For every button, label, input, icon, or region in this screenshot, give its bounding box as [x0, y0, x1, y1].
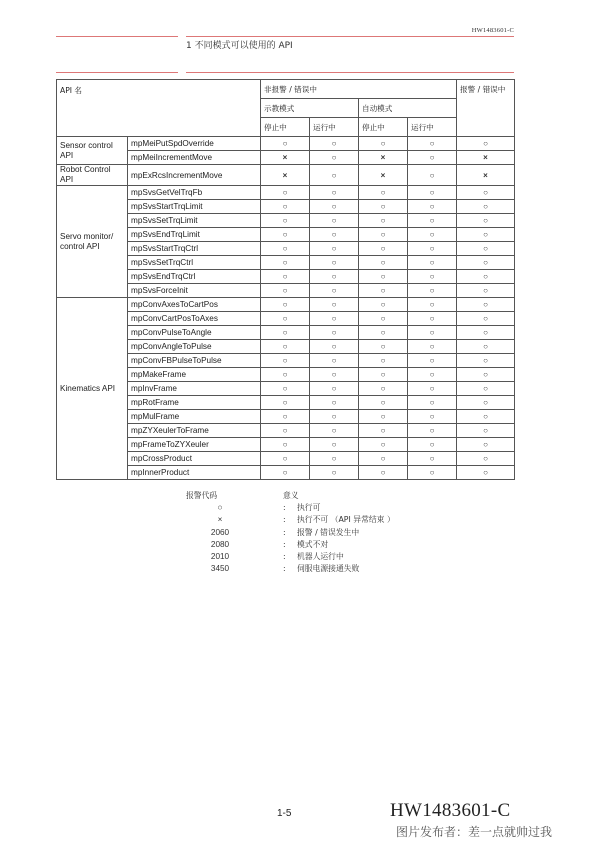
- api-function-name: mpCrossProduct: [128, 452, 261, 466]
- availability-cell: ○: [408, 438, 457, 452]
- legend-colon: :: [283, 503, 286, 513]
- publisher-watermark: 图片发布者：差一点就帅过我: [396, 825, 553, 839]
- availability-cell: ○: [359, 340, 408, 354]
- footer-doc-code: HW1483601-C: [390, 800, 511, 821]
- availability-cell: ○: [408, 151, 457, 165]
- availability-cell: ○: [310, 200, 359, 214]
- availability-cell: ○: [408, 242, 457, 256]
- availability-cell: ○: [261, 312, 310, 326]
- availability-cell: ○: [408, 256, 457, 270]
- availability-cell: ○: [457, 256, 515, 270]
- availability-cell: ○: [359, 256, 408, 270]
- availability-cell: ○: [408, 284, 457, 298]
- availability-cell: ○: [261, 200, 310, 214]
- legend-header: [186, 490, 395, 502]
- header-teach-mode: 示教模式: [261, 99, 359, 118]
- availability-cell: ○: [408, 137, 457, 151]
- availability-cell: ○: [261, 396, 310, 410]
- legend-item: [186, 539, 395, 551]
- availability-cell: ○: [310, 242, 359, 256]
- api-function-name: mpZYXeulerToFrame: [128, 424, 261, 438]
- legend-meaning: 执行可: [297, 503, 321, 513]
- availability-cell: ○: [310, 298, 359, 312]
- availability-cell: ○: [359, 354, 408, 368]
- availability-cell: ○: [310, 438, 359, 452]
- header-auto-stopped: 停止中: [359, 118, 408, 137]
- api-function-name: mpMakeFrame: [128, 368, 261, 382]
- availability-cell: ○: [310, 151, 359, 165]
- availability-cell: ○: [457, 354, 515, 368]
- api-function-name: mpExRcsIncrementMove: [128, 165, 261, 186]
- availability-cell: ○: [261, 270, 310, 284]
- availability-cell: ×: [457, 165, 515, 186]
- availability-cell: ○: [408, 186, 457, 200]
- availability-cell: ○: [457, 186, 515, 200]
- legend-meaning: 执行不可 （API 异常结束 ）: [297, 515, 395, 525]
- api-function-name: mpConvAngleToPulse: [128, 340, 261, 354]
- availability-cell: ○: [359, 396, 408, 410]
- availability-cell: ○: [261, 256, 310, 270]
- availability-cell: ○: [310, 354, 359, 368]
- header-alarm: 报警 / 错误中: [457, 80, 515, 137]
- availability-cell: ○: [457, 270, 515, 284]
- api-category: Servo monitor/ control API: [57, 186, 128, 298]
- header-doc-code: HW1483601-C: [471, 27, 514, 34]
- availability-cell: ○: [310, 214, 359, 228]
- api-function-name: mpConvCartPosToAxes: [128, 312, 261, 326]
- availability-cell: ○: [310, 368, 359, 382]
- section-title: 1 不同模式可以使用的 API: [186, 41, 293, 51]
- availability-cell: ○: [457, 214, 515, 228]
- availability-cell: ○: [359, 186, 408, 200]
- header-non-alarm: 非报警 / 错误中: [261, 80, 457, 99]
- availability-cell: ○: [359, 382, 408, 396]
- api-function-name: mpConvFBPulseToPulse: [128, 354, 261, 368]
- header-teach-stopped: 停止中: [261, 118, 310, 137]
- legend-meaning-wrap: [283, 539, 328, 551]
- availability-cell: ○: [310, 284, 359, 298]
- availability-cell: ○: [359, 326, 408, 340]
- legend-meaning-wrap: [283, 502, 320, 514]
- table-row: [57, 186, 515, 200]
- availability-cell: ○: [310, 312, 359, 326]
- availability-cell: ○: [408, 214, 457, 228]
- api-function-name: mpSvsSetTrqCtrl: [128, 256, 261, 270]
- table-row: [57, 137, 515, 151]
- availability-cell: ○: [359, 284, 408, 298]
- availability-cell: ○: [261, 340, 310, 354]
- availability-cell: ○: [359, 312, 408, 326]
- availability-cell: ○: [457, 452, 515, 466]
- availability-cell: ×: [261, 165, 310, 186]
- availability-cell: ○: [457, 200, 515, 214]
- availability-cell: ○: [310, 137, 359, 151]
- availability-cell: ○: [408, 424, 457, 438]
- api-function-name: mpSvsSetTrqLimit: [128, 214, 261, 228]
- availability-cell: ○: [261, 242, 310, 256]
- legend-header-meaning: 意义: [283, 491, 299, 500]
- api-function-name: mpConvPulseToAngle: [128, 326, 261, 340]
- availability-cell: ○: [359, 298, 408, 312]
- availability-cell: ○: [261, 214, 310, 228]
- header-auto-mode: 自动模式: [359, 99, 457, 118]
- api-function-name: mpMeiPutSpdOverride: [128, 137, 261, 151]
- availability-cell: ○: [457, 410, 515, 424]
- api-function-name: mpInnerProduct: [128, 466, 261, 480]
- legend-colon: :: [283, 515, 286, 525]
- availability-cell: ○: [408, 368, 457, 382]
- availability-cell: ○: [310, 396, 359, 410]
- availability-cell: ○: [457, 340, 515, 354]
- availability-cell: ○: [408, 452, 457, 466]
- legend-item: [186, 563, 395, 575]
- legend-item: [186, 502, 395, 514]
- availability-cell: ○: [310, 270, 359, 284]
- availability-cell: ○: [359, 424, 408, 438]
- section-rule-right: [186, 72, 514, 73]
- api-function-name: mpRotFrame: [128, 396, 261, 410]
- availability-cell: ○: [359, 438, 408, 452]
- availability-cell: ○: [261, 298, 310, 312]
- availability-cell: ○: [310, 424, 359, 438]
- availability-cell: ○: [359, 228, 408, 242]
- availability-cell: ○: [457, 382, 515, 396]
- legend-code: 2080: [210, 539, 230, 549]
- availability-cell: ○: [310, 326, 359, 340]
- availability-cell: ○: [457, 137, 515, 151]
- legend-code: ○: [217, 503, 223, 513]
- availability-cell: ○: [408, 200, 457, 214]
- availability-cell: ○: [408, 326, 457, 340]
- legend-meaning-wrap: [283, 527, 359, 539]
- legend-colon: :: [283, 564, 286, 574]
- legend-code: 2010: [210, 551, 230, 561]
- availability-cell: ○: [359, 270, 408, 284]
- table-row: [57, 298, 515, 312]
- legend-colon: :: [283, 527, 286, 537]
- availability-cell: ○: [310, 452, 359, 466]
- availability-cell: ○: [359, 410, 408, 424]
- api-function-name: mpSvsEndTrqCtrl: [128, 270, 261, 284]
- header-auto-running: 运行中: [408, 118, 457, 137]
- legend-meaning: 伺服电源接通失败: [297, 564, 360, 574]
- availability-cell: ○: [457, 242, 515, 256]
- availability-cell: ×: [457, 151, 515, 165]
- availability-cell: ○: [310, 186, 359, 200]
- availability-cell: ○: [457, 326, 515, 340]
- legend-meaning: 报警 / 错误发生中: [297, 527, 360, 537]
- legend-item: [186, 514, 395, 526]
- availability-cell: ○: [359, 200, 408, 214]
- api-category: Kinematics API: [57, 298, 128, 480]
- legend-item: [186, 551, 395, 563]
- availability-cell: ×: [359, 165, 408, 186]
- availability-cell: ○: [261, 410, 310, 424]
- availability-cell: ○: [408, 466, 457, 480]
- availability-cell: ○: [261, 284, 310, 298]
- availability-cell: ○: [457, 424, 515, 438]
- availability-cell: ○: [408, 396, 457, 410]
- availability-cell: ○: [261, 228, 310, 242]
- availability-cell: ×: [359, 151, 408, 165]
- availability-cell: ○: [359, 452, 408, 466]
- availability-cell: ○: [261, 424, 310, 438]
- availability-cell: ○: [261, 368, 310, 382]
- api-mode-table: [56, 79, 515, 480]
- availability-cell: ○: [408, 410, 457, 424]
- api-function-name: mpConvAxesToCartPos: [128, 298, 261, 312]
- header-rule-right: [186, 36, 514, 37]
- legend-header-code: 报警代码: [186, 491, 218, 500]
- availability-cell: ○: [310, 410, 359, 424]
- alarm-code-legend: [186, 490, 395, 575]
- page-number: 1-5: [277, 808, 292, 819]
- availability-cell: ○: [408, 340, 457, 354]
- availability-cell: ○: [310, 382, 359, 396]
- availability-cell: ○: [261, 452, 310, 466]
- api-table-body: [57, 137, 515, 480]
- api-function-name: mpFrameToZYXeuler: [128, 438, 261, 452]
- api-function-name: mpSvsForceInit: [128, 284, 261, 298]
- availability-cell: ×: [261, 151, 310, 165]
- legend-items: [186, 502, 395, 575]
- api-function-name: mpInvFrame: [128, 382, 261, 396]
- availability-cell: ○: [261, 137, 310, 151]
- availability-cell: ○: [310, 256, 359, 270]
- availability-cell: ○: [408, 354, 457, 368]
- availability-cell: ○: [261, 466, 310, 480]
- section-rule-left: [56, 72, 178, 73]
- availability-cell: ○: [457, 396, 515, 410]
- availability-cell: ○: [310, 165, 359, 186]
- header-api-name: API 名: [57, 80, 261, 137]
- api-function-name: mpSvsGetVelTrqFb: [128, 186, 261, 200]
- availability-cell: ○: [457, 368, 515, 382]
- api-category: Robot Control API: [57, 165, 128, 186]
- availability-cell: ○: [261, 382, 310, 396]
- legend-meaning-wrap: [283, 514, 395, 526]
- availability-cell: ○: [261, 354, 310, 368]
- legend-colon: :: [283, 551, 286, 561]
- table-row: [57, 165, 515, 186]
- availability-cell: ○: [359, 242, 408, 256]
- availability-cell: ○: [457, 438, 515, 452]
- availability-cell: ○: [359, 368, 408, 382]
- header-rule-left: [56, 36, 178, 37]
- legend-meaning-wrap: [283, 563, 359, 575]
- api-function-name: mpSvsStartTrqLimit: [128, 200, 261, 214]
- legend-meaning-wrap: [283, 551, 344, 563]
- legend-code: 3450: [210, 564, 230, 574]
- availability-cell: ○: [408, 270, 457, 284]
- legend-code: ×: [217, 515, 223, 525]
- availability-cell: ○: [408, 165, 457, 186]
- availability-cell: ○: [457, 284, 515, 298]
- legend-meaning: 模式不对: [297, 539, 329, 549]
- availability-cell: ○: [408, 312, 457, 326]
- availability-cell: ○: [310, 466, 359, 480]
- availability-cell: ○: [408, 228, 457, 242]
- api-function-name: mpSvsEndTrqLimit: [128, 228, 261, 242]
- availability-cell: ○: [408, 382, 457, 396]
- api-category: Sensor control API: [57, 137, 128, 165]
- availability-cell: ○: [261, 186, 310, 200]
- availability-cell: ○: [261, 438, 310, 452]
- availability-cell: ○: [457, 466, 515, 480]
- legend-item: [186, 527, 395, 539]
- header-teach-running: 运行中: [310, 118, 359, 137]
- availability-cell: ○: [310, 228, 359, 242]
- availability-cell: ○: [408, 298, 457, 312]
- availability-cell: ○: [359, 214, 408, 228]
- api-function-name: mpSvsStartTrqCtrl: [128, 242, 261, 256]
- legend-meaning: 机器人运行中: [297, 551, 344, 561]
- availability-cell: ○: [457, 298, 515, 312]
- availability-cell: ○: [457, 228, 515, 242]
- availability-cell: ○: [359, 466, 408, 480]
- legend-colon: :: [283, 539, 286, 549]
- api-function-name: mpMeiIncrementMove: [128, 151, 261, 165]
- legend-code: 2060: [210, 527, 230, 537]
- availability-cell: ○: [359, 137, 408, 151]
- availability-cell: ○: [457, 312, 515, 326]
- availability-cell: ○: [310, 340, 359, 354]
- api-function-name: mpMulFrame: [128, 410, 261, 424]
- availability-cell: ○: [261, 326, 310, 340]
